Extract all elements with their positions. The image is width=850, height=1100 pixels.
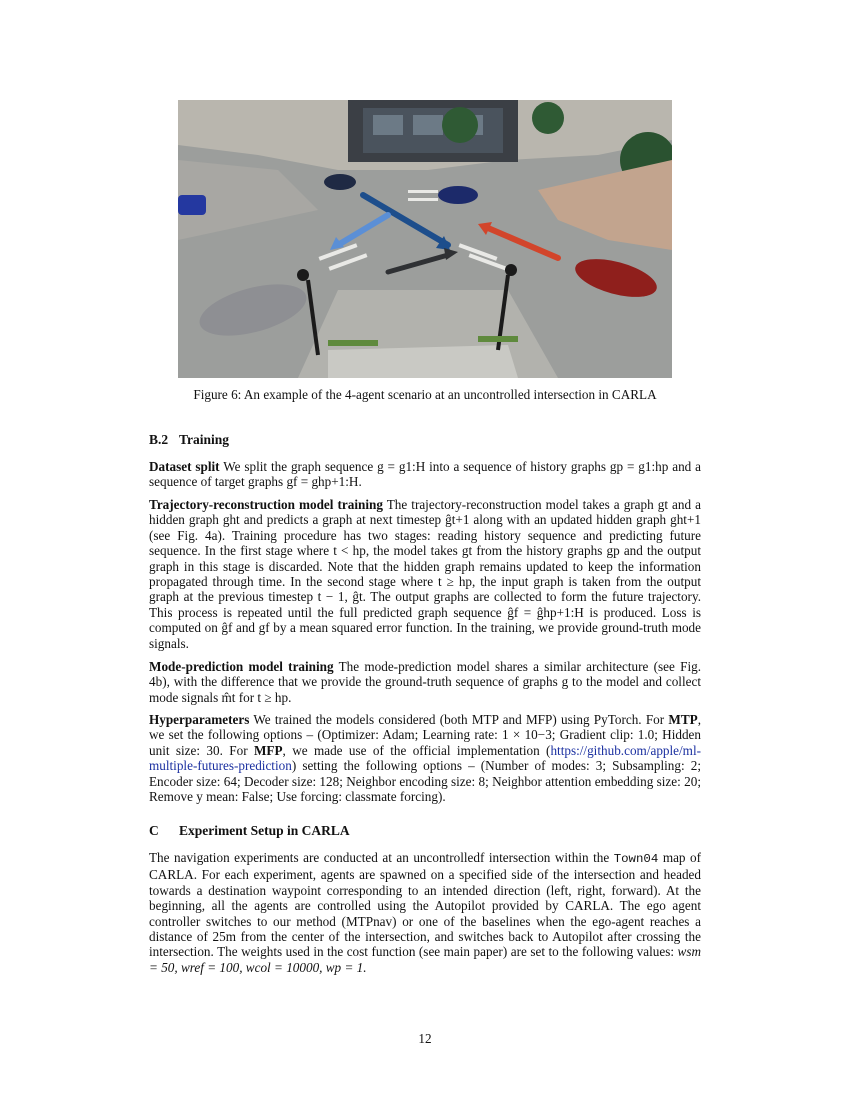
- section-b2-heading: [149, 432, 229, 448]
- mtp-label: MTP: [668, 712, 698, 727]
- paragraph-text: The navigation experiments are conducted at an uncontrolledf intersection within the: [149, 850, 610, 865]
- paragraph-text: , we set the following options – (Optimizer: Adam; Learning rate: 1 × 10−3; Gradient clip: 1.0; Hidden unit size: 30. For: [149, 712, 702, 758]
- page-number: 12: [418, 1031, 432, 1046]
- paragraph-text: map of CARLA. For each experiment, agents are spawned on a specified side of the intersection and headed towards a destination waypoint corresponding to an intended direction (left, right, forward). At the beginning, all the agents are controlled using the Autopilot provided by CARLA. The ego agent controller switches to our method (MTPnav) or one of the baselines when the ego-agent reaches a distance of 25m from the center of the intersection, and switches back to Autopilot after crossing the intersection. The weights used in the cost function (see main paper) are set to the following values:: [149, 850, 701, 960]
- carla-intersection-scene-icon: [178, 100, 672, 378]
- paragraph-label: Trajectory-reconstruction model training: [149, 497, 383, 512]
- section-number: C: [149, 823, 159, 838]
- mfp-label: MFP: [253, 742, 283, 758]
- paragraph-carla-setup: [149, 850, 701, 975]
- section-c-heading: [149, 823, 350, 839]
- paragraph-text: The trajectory-reconstruction model takes a graph gt and a hidden graph ght and predicts a graph at next timestep ĝt+1 along with an updated hidden graph ght+1 (see Fig. 4a). Training procedure has two stages: reading history sequence and predicting future sequence. In the first stage where t < hp, the model takes gt from the history graphs gp and the output graph in this stage is discarded. Note that the hidden graph remains updated to keep the information propagated through time. In the second stage where t ≥ hp, the input graph is taken from the output graph at the previous timestep t − 1, ĝt. The output graphs are collected to form the future trajectory. This process is repeated until the full predicted graph sequence ĝf = ĝhp+1:H is produced. Loss is computed on ĝf and gf by a mean squared error function. In the training, we provide ground-truth mode signals.: [149, 497, 701, 651]
- section-title: Experiment Setup in CARLA: [179, 823, 350, 838]
- paragraph-label: Hyperparameters: [149, 712, 250, 727]
- figure-caption: Figure 6: An example of the 4-agent scenario at an uncontrolled intersection in CARLA: [193, 387, 657, 402]
- paragraph-text: , we made use of the official implementation (: [282, 742, 551, 758]
- paragraph-trajectory-training: [149, 497, 701, 651]
- section-number: B.2: [149, 432, 169, 447]
- paragraph-text: We trained the models considered (both MTP and MFP) using PyTorch. For: [253, 712, 665, 727]
- cost-weights: wsm = 50, wref = 100, wcol = 10000, wp = 1.: [149, 944, 701, 975]
- figure-carla-intersection: [178, 100, 672, 378]
- paragraph-dataset-split: [149, 459, 701, 490]
- paragraph-text: ) setting the following options – (Number of modes: 3; Subsampling: 2; Encoder size: 64; Decoder size: 128; Neighbor encoding size: 8; Neighbor attention embedding size: 20; Remove y mean: False; Use forcing: classmate forcing).: [149, 758, 701, 805]
- map-name: Town04: [613, 852, 659, 866]
- paragraph-text: We split the graph sequence g = g1:H into a sequence of history graphs gp = g1:hp and a sequence of target graphs gf = ghp+1:H.: [149, 459, 702, 490]
- paragraph-label: Dataset split: [149, 459, 220, 474]
- section-title: Training: [179, 432, 230, 447]
- paragraph-text: The mode-prediction model shares a similar architecture (see Fig. 4b), with the difference that we provide the ground-truth sequence of graphs g to the model and collect mode signals m̂t for t ≥ hp.: [149, 659, 701, 705]
- paragraph-mode-training: [149, 659, 701, 705]
- paragraph-label: Mode-prediction model training: [149, 659, 334, 674]
- paragraph-hyperparameters: [149, 712, 701, 804]
- github-link[interactable]: https://github.com/apple/ml-multiple-futures-prediction: [149, 742, 701, 774]
